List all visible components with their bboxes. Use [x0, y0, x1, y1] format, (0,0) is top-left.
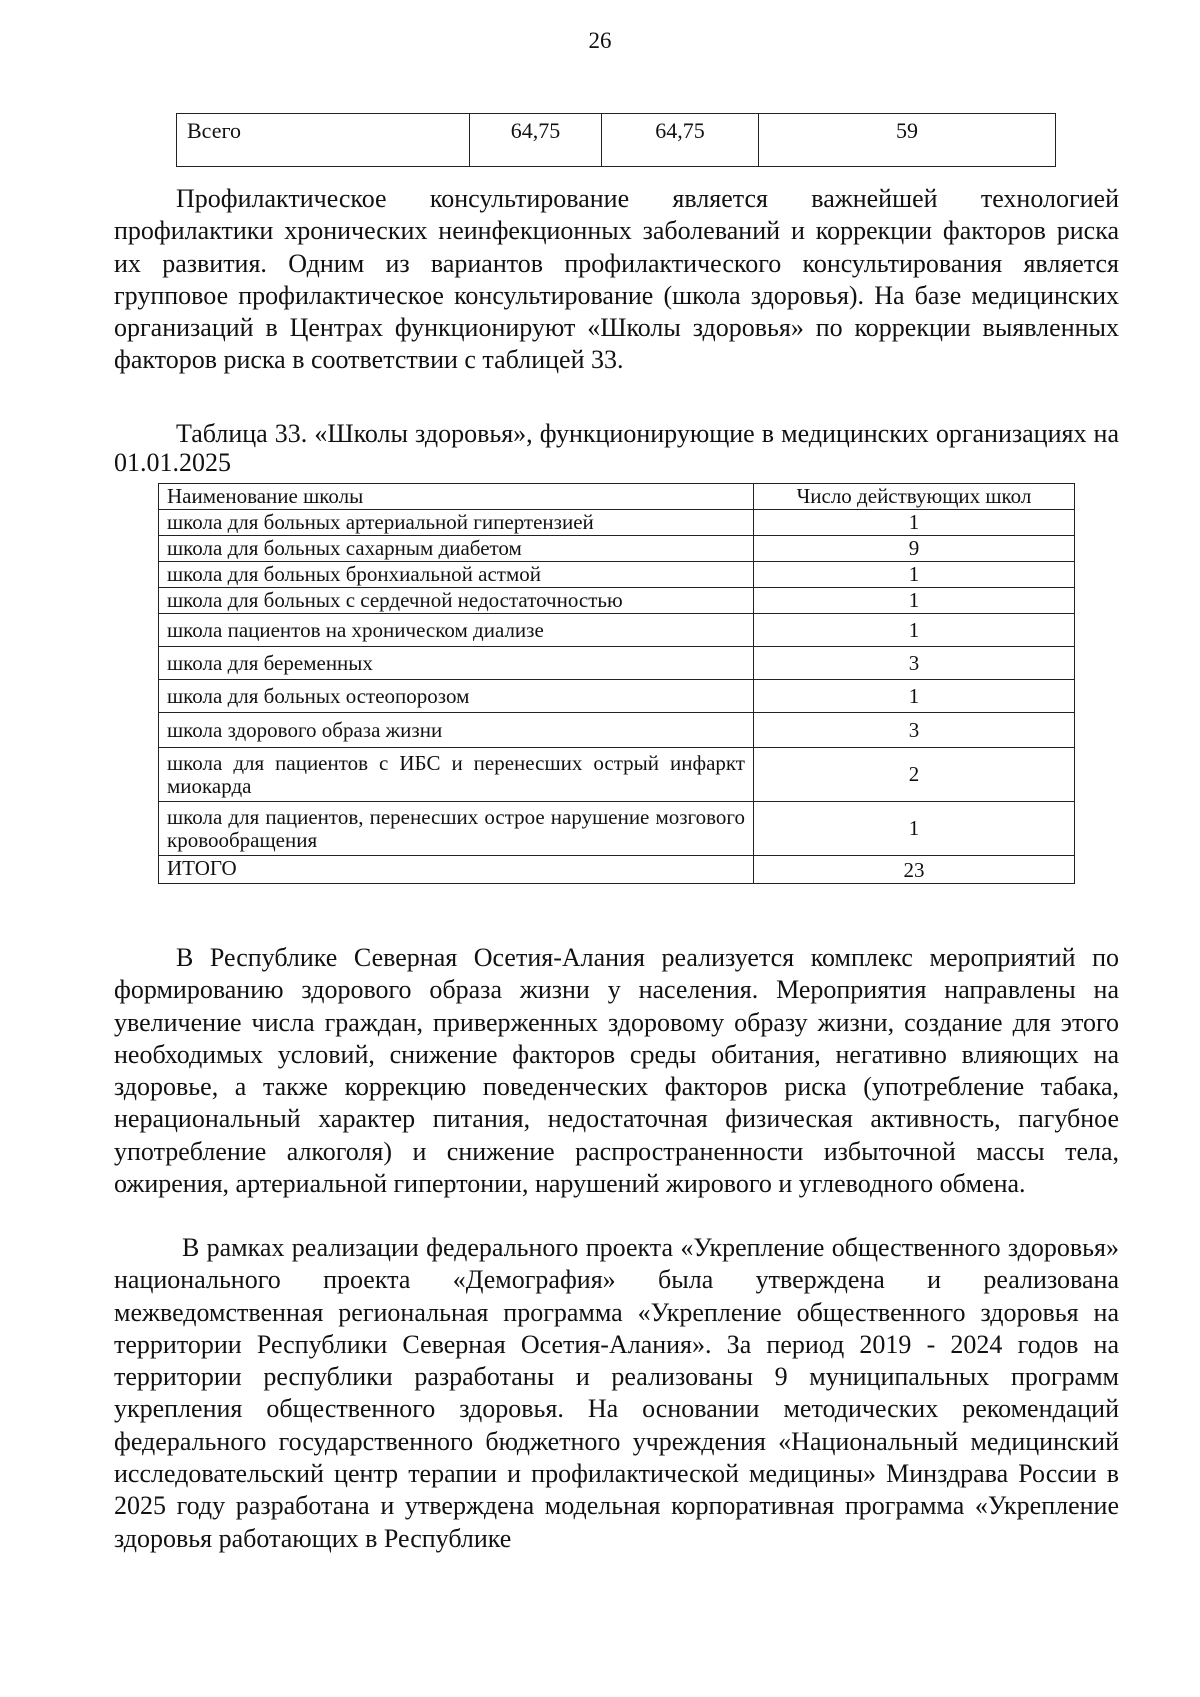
paragraph-consulting: Профилактическое консультирование является важнейшей технологией профилактики хронических неинфекционных заболеваний и коррекции факторов риска их развития. Одним из вариантов профилактического консультирования является групповое профилактическое консультирование (школа здоровья). На базе медицинских организаций в Центрах функционируют «Школы здоровья» по коррекции выявленных факторов риска в соответствии с таблицей 33. [114, 184, 1119, 375]
schools-table [158, 483, 1075, 884]
column-header-count: Число действующих школ [754, 484, 1075, 510]
school-name: школа для беременных [159, 647, 754, 680]
table-row [159, 588, 1075, 614]
school-count: 9 [754, 536, 1075, 562]
table-row [159, 713, 1075, 748]
table-cell: 64,75 [602, 114, 759, 167]
table-row [159, 614, 1075, 647]
school-count: 1 [754, 510, 1075, 536]
school-count: 3 [754, 647, 1075, 680]
table-row [159, 748, 1075, 802]
school-count: 1 [754, 562, 1075, 588]
school-count: 3 [754, 713, 1075, 748]
table-cell: 64,75 [470, 114, 602, 167]
table-caption: Таблица 33. «Школы здоровья», функционирующие в медицинских организациях на 01.01.2025 [114, 419, 1119, 477]
column-header-name: Наименование школы [159, 484, 754, 510]
total-label: ИТОГО [159, 856, 754, 884]
table-cell-label: Всего [177, 114, 470, 167]
school-name: школа для больных с сердечной недостаточностью [159, 588, 754, 614]
school-count: 1 [754, 802, 1075, 856]
page-number: 26 [588, 28, 612, 53]
school-count: 1 [754, 588, 1075, 614]
school-name: школа для больных бронхиальной астмой [159, 562, 754, 588]
school-name: школа для больных артериальной гипертензией [159, 510, 754, 536]
school-name: школа для пациентов с ИБС и перенесших острый инфаркт миокарда [159, 748, 754, 802]
table-row [159, 562, 1075, 588]
school-name: школа пациентов на хроническом диализе [159, 614, 754, 647]
table-total-row [159, 856, 1075, 884]
paragraph-healthy-lifestyle: В Республике Северная Осетия-Алания реализуется комплекс мероприятий по формированию здорового образа жизни у населения. Мероприятия направлены на увеличение числа граждан, приверженных здоровому образу жизни, создание для этого необходимых условий, снижение факторов среды обитания, негативно влияющих на здоровье, а также коррекцию поведенческих факторов риска (употребление табака, нерациональный характер питания, недостаточная физическая активность, пагубное употребление алкоголя) и снижение распространенности избыточной массы тела, ожирения, артериальной гипертонии, нарушений жирового и углеводного обмена. [114, 943, 1119, 1199]
table-row [159, 510, 1075, 536]
school-count: 1 [754, 614, 1075, 647]
table-row [177, 114, 1056, 167]
school-name: школа здорового образа жизни [159, 713, 754, 748]
table-cell: 59 [759, 114, 1056, 167]
table-row [159, 802, 1075, 856]
school-name: школа для больных остеопорозом [159, 680, 754, 713]
school-count: 2 [754, 748, 1075, 802]
table-row [159, 680, 1075, 713]
summary-table [176, 113, 1056, 167]
school-name: школа для больных сахарным диабетом [159, 536, 754, 562]
school-count: 1 [754, 680, 1075, 713]
table-row [159, 647, 1075, 680]
table-header-row [159, 484, 1075, 510]
table-row [159, 536, 1075, 562]
school-name: школа для пациентов, перенесших острое нарушение мозгового кровообращения [159, 802, 754, 856]
paragraph-federal-project: В рамках реализации федерального проекта «Укрепление общественного здоровья» национального проекта «Демография» была утверждена и реализована межведомственная региональная программа «Укрепление общественного здоровья на территории Республики Северная Осетия-Алания». За период 2019 - 2024 годов на территории республики разработаны и реализованы 9 муниципальных программ укрепления общественного здоровья. На основании методических рекомендаций федерального государственного бюджетного учреждения «Национальный медицинский исследовательский центр терапии и профилактической медицины» Минздрава России в 2025 году разработана и утверждена модельная корпоративная программа «Укрепление здоровья работающих в Республике [114, 1233, 1119, 1553]
total-value: 23 [754, 856, 1075, 884]
